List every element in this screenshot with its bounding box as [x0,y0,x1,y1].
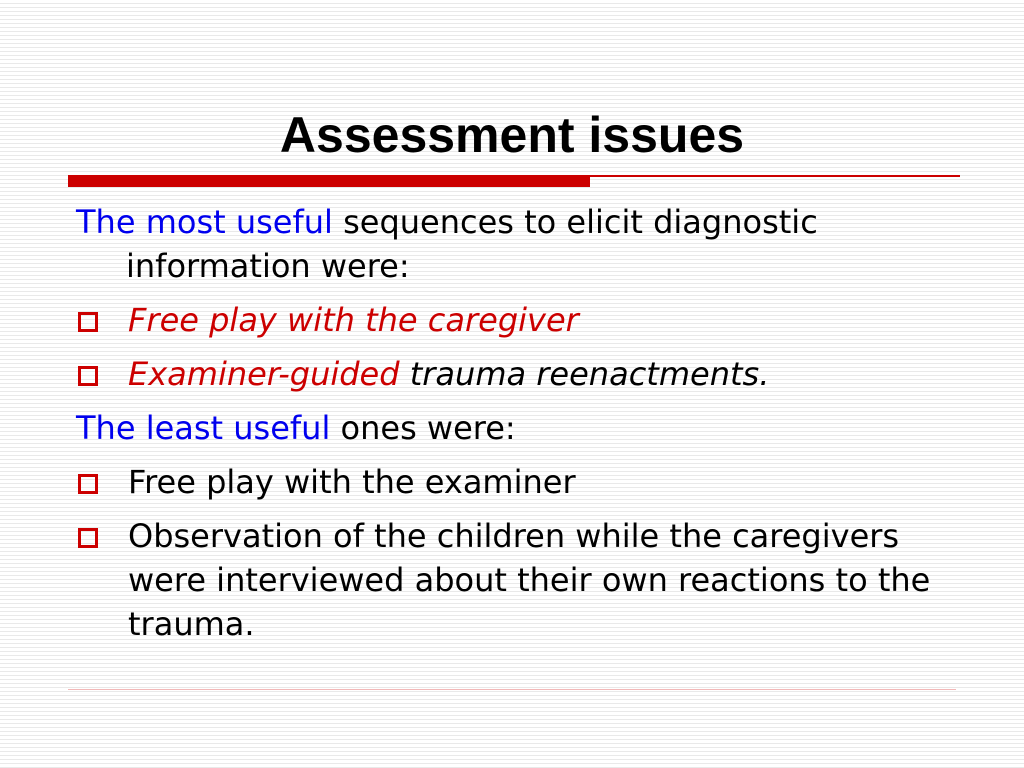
list-item [76,514,956,646]
list-item [76,298,956,342]
list-item [76,352,956,396]
footer-divider [68,689,956,690]
square-bullet-icon [78,366,98,386]
most-useful-paragraph [76,200,956,288]
bullet-highlight: Examiner-guided [128,355,400,393]
bullet-highlight: Free play with the caregiver [128,301,579,339]
title-underline-thick [68,175,590,187]
square-bullet-icon [78,312,98,332]
least-useful-lead: The least useful [76,409,331,447]
bullet-text: Observation of the children while the caregivers were interviewed about their own reactions to the trauma. [128,517,931,643]
list-item [76,460,956,504]
least-useful-paragraph [76,406,956,450]
square-bullet-icon [78,474,98,494]
most-useful-lead: The most useful [76,203,333,241]
most-useful-text: sequences to elicit diagnostic information were: [126,203,818,285]
slide-body [76,200,956,656]
bullet-text: trauma reenactments. [409,355,770,393]
bullet-text: Free play with the examiner [128,463,576,501]
title-underline-thin [590,175,960,177]
square-bullet-icon [78,528,98,548]
least-useful-text: ones were: [340,409,516,447]
slide-title: Assessment issues [279,107,745,163]
